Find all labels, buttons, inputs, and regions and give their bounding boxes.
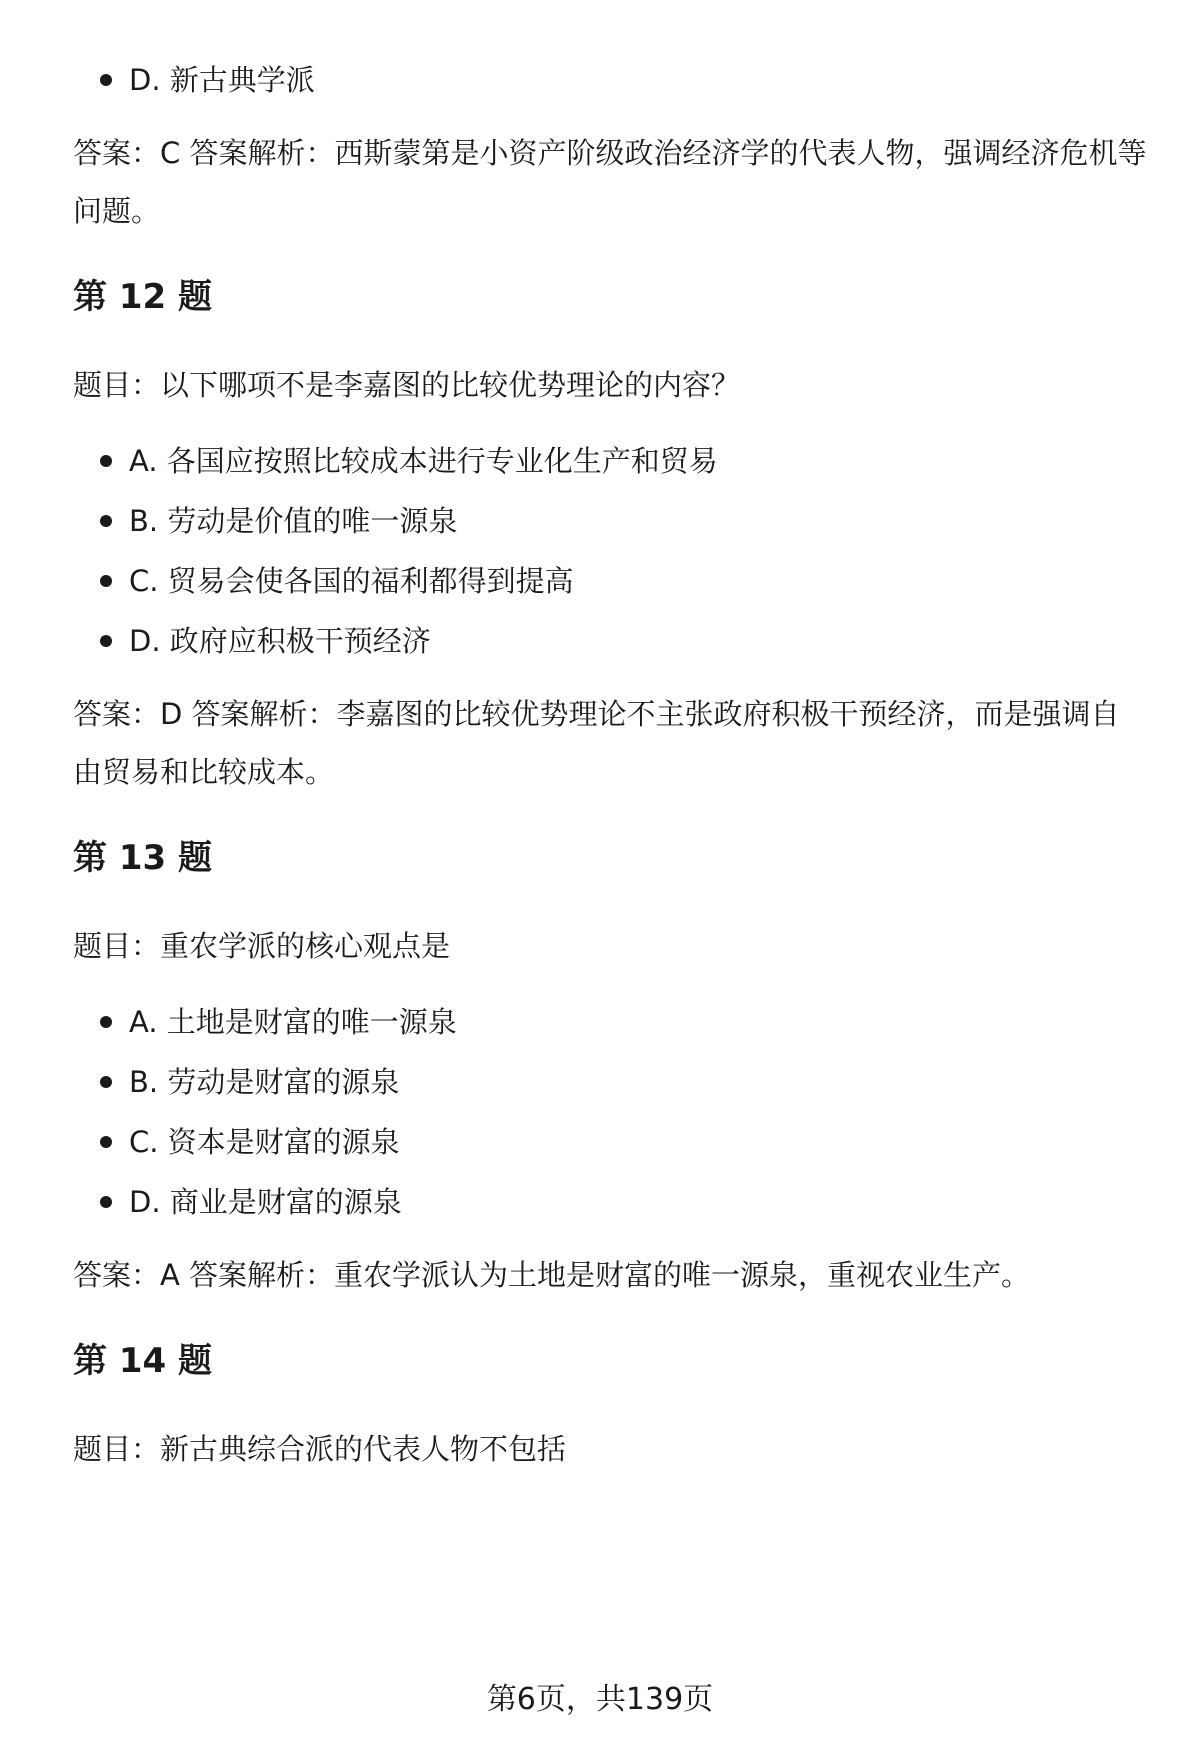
bullet-icon	[100, 1196, 112, 1208]
option-item	[73, 62, 1148, 98]
bullet-icon	[100, 74, 112, 86]
bullet-icon	[100, 515, 112, 527]
option-item	[73, 623, 1148, 659]
option-item	[73, 1124, 1148, 1160]
option-item	[73, 1064, 1148, 1100]
bullet-icon	[100, 575, 112, 587]
option-text: A. 各国应按照比较成本进行专业化生产和贸易	[129, 444, 718, 478]
option-text: D. 新古典学派	[129, 63, 315, 97]
bullet-icon	[100, 1136, 112, 1148]
answer-explanation: 答案：A 答案解析：重农学派认为土地是财富的唯一源泉，重视农业生产。	[73, 1258, 1031, 1292]
option-item	[73, 563, 1148, 599]
question-stem: 题目：以下哪项不是李嘉图的比较优势理论的内容？	[73, 368, 741, 402]
option-text: B. 劳动是价值的唯一源泉	[129, 504, 458, 538]
option-text: D. 政府应积极干预经济	[129, 624, 431, 658]
option-item	[73, 1184, 1148, 1220]
question-stem: 题目：新古典综合派的代表人物不包括	[73, 1432, 567, 1466]
prev-answer: 答案：C 答案解析：西斯蒙第是小资产阶级政治经济学的代表人物，强调经济危机等问题。	[73, 136, 1147, 228]
question-stem: 题目：重农学派的核心观点是	[73, 929, 451, 963]
question-heading: 第 14 题	[73, 1341, 212, 1381]
option-text: C. 资本是财富的源泉	[129, 1125, 400, 1159]
option-text: B. 劳动是财富的源泉	[129, 1065, 400, 1099]
option-text: C. 贸易会使各国的福利都得到提高	[129, 564, 574, 598]
option-item	[73, 503, 1148, 539]
option-item	[73, 1004, 1148, 1040]
bullet-icon	[100, 455, 112, 467]
option-text: D. 商业是财富的源泉	[129, 1185, 402, 1219]
prev-question-options	[73, 62, 1148, 98]
question-heading: 第 13 题	[73, 838, 212, 878]
question-options	[73, 1004, 1148, 1220]
answer-explanation: 答案：D 答案解析：李嘉图的比较优势理论不主张政府积极干预经济，而是强调自由贸易和比较成本。	[73, 697, 1120, 789]
question-heading: 第 12 题	[73, 277, 212, 317]
bullet-icon	[100, 1016, 112, 1028]
page-footer: 第6页，共139页	[486, 1682, 714, 1717]
option-text: A. 土地是财富的唯一源泉	[129, 1005, 457, 1039]
bullet-icon	[100, 1076, 112, 1088]
option-item	[73, 443, 1148, 479]
page-content	[73, 62, 1148, 1469]
question-options	[73, 443, 1148, 659]
bullet-icon	[100, 635, 112, 647]
